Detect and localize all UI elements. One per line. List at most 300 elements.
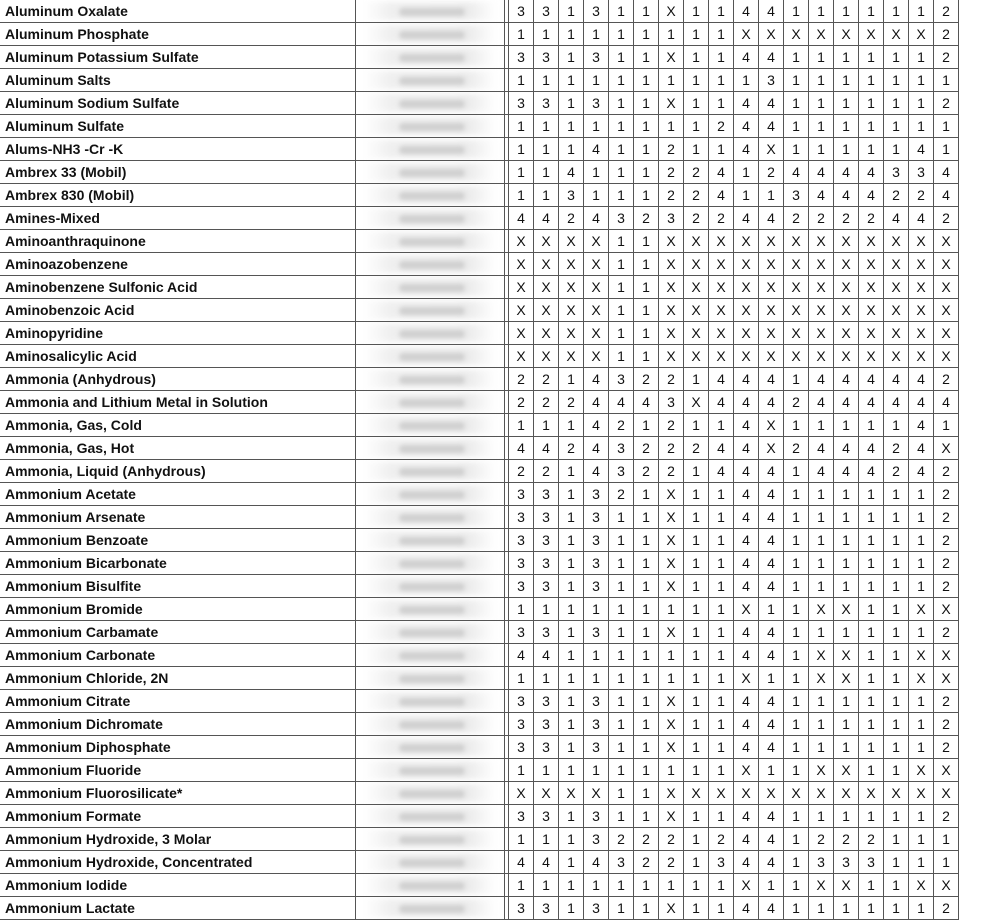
rating-cell: X bbox=[509, 322, 534, 345]
rating-cell: X bbox=[934, 299, 959, 322]
rating-cell: 4 bbox=[509, 644, 534, 667]
rating-cell: 1 bbox=[609, 322, 634, 345]
rating-cell: X bbox=[509, 253, 534, 276]
rating-cell: X bbox=[734, 759, 759, 782]
redacted-cas-cell bbox=[356, 644, 505, 667]
rating-cell: 1 bbox=[909, 621, 934, 644]
rating-cell: X bbox=[784, 230, 809, 253]
rating-cell: 1 bbox=[884, 828, 909, 851]
rating-cell: X bbox=[809, 782, 834, 805]
rating-cell: X bbox=[759, 414, 784, 437]
rating-cell: 4 bbox=[734, 552, 759, 575]
rating-cell: 1 bbox=[784, 69, 809, 92]
rating-cell: 1 bbox=[859, 552, 884, 575]
table-row bbox=[0, 207, 959, 230]
rating-cell: 4 bbox=[834, 368, 859, 391]
rating-cell: 1 bbox=[784, 529, 809, 552]
rating-cell: 3 bbox=[559, 184, 584, 207]
rating-cell: 1 bbox=[784, 483, 809, 506]
redacted-cas-cell bbox=[356, 828, 505, 851]
redacted-cas-cell bbox=[356, 667, 505, 690]
chemical-name-cell: Aminopyridine bbox=[0, 322, 356, 345]
rating-cell: 4 bbox=[509, 851, 534, 874]
rating-cell: 1 bbox=[809, 690, 834, 713]
rating-cell: 4 bbox=[734, 414, 759, 437]
rating-cell: 1 bbox=[634, 414, 659, 437]
rating-cell: 1 bbox=[909, 713, 934, 736]
rating-cell: 1 bbox=[809, 736, 834, 759]
rating-cell: 4 bbox=[759, 0, 784, 23]
chemical-name-cell: Ammonium Hydroxide, 3 Molar bbox=[0, 828, 356, 851]
rating-cell: 1 bbox=[909, 92, 934, 115]
rating-cell: 2 bbox=[934, 552, 959, 575]
rating-cell: 3 bbox=[509, 529, 534, 552]
rating-cell: X bbox=[834, 598, 859, 621]
rating-cell: 2 bbox=[934, 483, 959, 506]
chemical-name-cell: Aminobenzene Sulfonic Acid bbox=[0, 276, 356, 299]
rating-cell: X bbox=[659, 230, 684, 253]
chemical-name-cell: Ammonium Arsenate bbox=[0, 506, 356, 529]
rating-cell: X bbox=[859, 230, 884, 253]
table-row bbox=[0, 276, 959, 299]
rating-cell: 1 bbox=[559, 759, 584, 782]
rating-cell: 1 bbox=[634, 621, 659, 644]
rating-cell: X bbox=[734, 598, 759, 621]
rating-cell: 2 bbox=[609, 828, 634, 851]
rating-cell: 1 bbox=[809, 506, 834, 529]
rating-cell: 1 bbox=[809, 552, 834, 575]
rating-cell: 1 bbox=[509, 138, 534, 161]
rating-cell: 1 bbox=[784, 644, 809, 667]
rating-cell: 1 bbox=[684, 759, 709, 782]
rating-cell: 1 bbox=[709, 529, 734, 552]
rating-cell: 4 bbox=[734, 506, 759, 529]
rating-cell: X bbox=[759, 782, 784, 805]
rating-cell: 2 bbox=[884, 437, 909, 460]
rating-cell: X bbox=[909, 253, 934, 276]
rating-cell: 1 bbox=[634, 322, 659, 345]
rating-cell: 4 bbox=[509, 207, 534, 230]
rating-cell: 4 bbox=[809, 437, 834, 460]
rating-cell: 1 bbox=[709, 713, 734, 736]
rating-cell: 1 bbox=[634, 92, 659, 115]
rating-cell: X bbox=[684, 391, 709, 414]
chemical-name-cell: Aluminum Sulfate bbox=[0, 115, 356, 138]
chemical-name-cell: Ammonium Bisulfite bbox=[0, 575, 356, 598]
rating-cell: 1 bbox=[859, 713, 884, 736]
rating-cell: 1 bbox=[859, 506, 884, 529]
rating-cell: 4 bbox=[734, 0, 759, 23]
rating-cell: X bbox=[584, 276, 609, 299]
rating-cell: 1 bbox=[684, 460, 709, 483]
rating-cell: 3 bbox=[534, 805, 559, 828]
redaction-blur bbox=[399, 169, 465, 177]
rating-cell: 1 bbox=[734, 69, 759, 92]
rating-cell: X bbox=[559, 276, 584, 299]
rating-cell: 1 bbox=[784, 736, 809, 759]
rating-cell: X bbox=[734, 874, 759, 897]
table-row bbox=[0, 575, 959, 598]
rating-cell: 1 bbox=[559, 529, 584, 552]
rating-cell: 1 bbox=[884, 552, 909, 575]
rating-cell: 1 bbox=[884, 92, 909, 115]
rating-cell: 1 bbox=[534, 874, 559, 897]
rating-cell: 1 bbox=[559, 690, 584, 713]
rating-cell: 1 bbox=[909, 506, 934, 529]
rating-cell: 4 bbox=[734, 483, 759, 506]
rating-cell: 4 bbox=[759, 92, 784, 115]
rating-cell: 1 bbox=[684, 414, 709, 437]
rating-cell: 4 bbox=[709, 391, 734, 414]
rating-cell: 3 bbox=[509, 46, 534, 69]
rating-cell: 4 bbox=[734, 437, 759, 460]
redacted-cas-cell bbox=[356, 345, 505, 368]
rating-cell: 4 bbox=[534, 644, 559, 667]
rating-cell: 3 bbox=[584, 552, 609, 575]
rating-cell: 1 bbox=[834, 575, 859, 598]
rating-cell: 1 bbox=[709, 897, 734, 920]
chemical-name-cell: Ammonia (Anhydrous) bbox=[0, 368, 356, 391]
rating-cell: 2 bbox=[709, 207, 734, 230]
rating-cell: 1 bbox=[609, 667, 634, 690]
rating-cell: 1 bbox=[534, 667, 559, 690]
rating-cell: 1 bbox=[634, 736, 659, 759]
rating-cell: 1 bbox=[559, 115, 584, 138]
rating-cell: 2 bbox=[934, 92, 959, 115]
rating-cell: X bbox=[934, 322, 959, 345]
table-row bbox=[0, 230, 959, 253]
rating-cell: 1 bbox=[609, 345, 634, 368]
rating-cell: X bbox=[534, 345, 559, 368]
rating-cell: 1 bbox=[634, 805, 659, 828]
rating-cell: 3 bbox=[609, 851, 634, 874]
rating-cell: 1 bbox=[784, 874, 809, 897]
redaction-blur bbox=[399, 376, 465, 384]
rating-cell: 1 bbox=[684, 46, 709, 69]
rating-cell: 1 bbox=[609, 184, 634, 207]
rating-cell: 1 bbox=[884, 667, 909, 690]
rating-cell: 4 bbox=[759, 805, 784, 828]
rating-cell: 3 bbox=[534, 621, 559, 644]
rating-cell: 1 bbox=[559, 414, 584, 437]
rating-cell: X bbox=[559, 253, 584, 276]
rating-cell: 1 bbox=[859, 529, 884, 552]
table-row bbox=[0, 644, 959, 667]
rating-cell: X bbox=[509, 276, 534, 299]
table-row bbox=[0, 598, 959, 621]
rating-cell: 1 bbox=[609, 805, 634, 828]
redaction-blur bbox=[399, 8, 465, 16]
chemical-name-cell: Ammonium Hydroxide, Concentrated bbox=[0, 851, 356, 874]
rating-cell: 1 bbox=[659, 23, 684, 46]
rating-cell: X bbox=[834, 874, 859, 897]
rating-cell: 3 bbox=[534, 529, 559, 552]
redacted-cas-cell bbox=[356, 414, 505, 437]
rating-cell: 1 bbox=[559, 644, 584, 667]
redacted-cas-cell bbox=[356, 690, 505, 713]
rating-cell: 3 bbox=[534, 506, 559, 529]
rating-cell: 1 bbox=[884, 621, 909, 644]
rating-cell: 1 bbox=[784, 368, 809, 391]
redaction-blur bbox=[399, 77, 465, 85]
redaction-blur bbox=[399, 399, 465, 407]
redaction-blur bbox=[399, 54, 465, 62]
redaction-blur bbox=[399, 422, 465, 430]
table-row bbox=[0, 115, 959, 138]
rating-cell: 2 bbox=[634, 828, 659, 851]
rating-cell: 1 bbox=[534, 161, 559, 184]
redacted-cas-cell bbox=[356, 506, 505, 529]
rating-cell: 1 bbox=[934, 69, 959, 92]
rating-cell: X bbox=[659, 0, 684, 23]
rating-cell: 1 bbox=[784, 414, 809, 437]
rating-cell: 1 bbox=[859, 138, 884, 161]
rating-cell: 1 bbox=[534, 138, 559, 161]
rating-cell: 1 bbox=[634, 161, 659, 184]
rating-cell: 1 bbox=[509, 161, 534, 184]
rating-cell: 4 bbox=[759, 851, 784, 874]
rating-cell: 1 bbox=[859, 667, 884, 690]
rating-cell: 1 bbox=[709, 92, 734, 115]
rating-cell: 1 bbox=[709, 575, 734, 598]
rating-cell: 1 bbox=[609, 230, 634, 253]
rating-cell: 1 bbox=[834, 736, 859, 759]
rating-cell: 1 bbox=[784, 115, 809, 138]
rating-cell: 2 bbox=[759, 161, 784, 184]
table-row bbox=[0, 0, 959, 23]
rating-cell: X bbox=[834, 230, 859, 253]
rating-cell: 4 bbox=[834, 391, 859, 414]
rating-cell: 1 bbox=[909, 805, 934, 828]
rating-cell: X bbox=[834, 253, 859, 276]
rating-cell: 1 bbox=[559, 598, 584, 621]
rating-cell: X bbox=[934, 667, 959, 690]
rating-cell: X bbox=[684, 253, 709, 276]
rating-cell: 1 bbox=[684, 368, 709, 391]
table-row bbox=[0, 782, 959, 805]
rating-cell: 1 bbox=[634, 690, 659, 713]
rating-cell: X bbox=[934, 276, 959, 299]
rating-cell: 1 bbox=[534, 184, 559, 207]
table-row bbox=[0, 391, 959, 414]
chemical-name-cell: Ammonium Fluoride bbox=[0, 759, 356, 782]
rating-cell: 3 bbox=[584, 736, 609, 759]
rating-cell: 1 bbox=[809, 69, 834, 92]
rating-cell: 1 bbox=[834, 713, 859, 736]
rating-cell: 1 bbox=[609, 161, 634, 184]
table-row bbox=[0, 552, 959, 575]
rating-cell: 1 bbox=[559, 46, 584, 69]
rating-cell: 1 bbox=[809, 529, 834, 552]
rating-cell: 2 bbox=[659, 437, 684, 460]
rating-cell: 4 bbox=[534, 207, 559, 230]
rating-cell: 2 bbox=[934, 207, 959, 230]
rating-cell: 1 bbox=[859, 759, 884, 782]
rating-cell: 1 bbox=[784, 92, 809, 115]
redaction-blur bbox=[399, 882, 465, 890]
rating-cell: 1 bbox=[684, 0, 709, 23]
rating-cell: 1 bbox=[609, 644, 634, 667]
rating-cell: 1 bbox=[909, 828, 934, 851]
rating-cell: X bbox=[684, 345, 709, 368]
rating-cell: 1 bbox=[609, 69, 634, 92]
rating-cell: X bbox=[759, 253, 784, 276]
rating-cell: 1 bbox=[709, 506, 734, 529]
table-row bbox=[0, 897, 959, 920]
rating-cell: 1 bbox=[884, 575, 909, 598]
rating-cell: 4 bbox=[509, 437, 534, 460]
rating-cell: 3 bbox=[659, 391, 684, 414]
rating-cell: 4 bbox=[859, 391, 884, 414]
rating-cell: 4 bbox=[859, 161, 884, 184]
rating-cell: 1 bbox=[784, 713, 809, 736]
rating-cell: 3 bbox=[609, 460, 634, 483]
rating-cell: 1 bbox=[534, 414, 559, 437]
rating-cell: 4 bbox=[909, 437, 934, 460]
redaction-blur bbox=[399, 100, 465, 108]
rating-cell: 4 bbox=[834, 184, 859, 207]
table-row bbox=[0, 437, 959, 460]
rating-cell: X bbox=[884, 345, 909, 368]
rating-cell: 1 bbox=[609, 0, 634, 23]
chemical-name-cell: Ammonia, Gas, Cold bbox=[0, 414, 356, 437]
rating-cell: 4 bbox=[759, 483, 784, 506]
redaction-blur bbox=[399, 307, 465, 315]
redaction-blur bbox=[399, 261, 465, 269]
rating-cell: 2 bbox=[634, 460, 659, 483]
rating-cell: 2 bbox=[634, 368, 659, 391]
table-row bbox=[0, 23, 959, 46]
rating-cell: 1 bbox=[709, 23, 734, 46]
rating-cell: 2 bbox=[884, 184, 909, 207]
rating-cell: 1 bbox=[809, 713, 834, 736]
rating-cell: 1 bbox=[934, 828, 959, 851]
rating-cell: X bbox=[734, 299, 759, 322]
rating-cell: X bbox=[759, 322, 784, 345]
rating-cell: X bbox=[734, 230, 759, 253]
rating-cell: 1 bbox=[884, 690, 909, 713]
rating-cell: 2 bbox=[809, 828, 834, 851]
rating-cell: X bbox=[559, 782, 584, 805]
rating-cell: X bbox=[759, 23, 784, 46]
rating-cell: 1 bbox=[859, 414, 884, 437]
rating-cell: 1 bbox=[559, 667, 584, 690]
rating-cell: 1 bbox=[709, 874, 734, 897]
redaction-blur bbox=[399, 813, 465, 821]
rating-cell: 1 bbox=[909, 552, 934, 575]
rating-cell: 1 bbox=[584, 115, 609, 138]
chemical-name-cell: Ammonium Chloride, 2N bbox=[0, 667, 356, 690]
rating-cell: 1 bbox=[709, 598, 734, 621]
rating-cell: X bbox=[859, 253, 884, 276]
rating-cell: X bbox=[659, 92, 684, 115]
rating-cell: 1 bbox=[609, 253, 634, 276]
rating-cell: 1 bbox=[709, 644, 734, 667]
rating-cell: X bbox=[834, 644, 859, 667]
rating-cell: 4 bbox=[909, 414, 934, 437]
rating-cell: X bbox=[534, 299, 559, 322]
rating-cell: 4 bbox=[809, 184, 834, 207]
rating-cell: 2 bbox=[534, 391, 559, 414]
rating-cell: 1 bbox=[559, 138, 584, 161]
rating-cell: 1 bbox=[584, 598, 609, 621]
table-row bbox=[0, 851, 959, 874]
rating-cell: X bbox=[659, 782, 684, 805]
chemical-name-cell: Alums-NH3 -Cr -K bbox=[0, 138, 356, 161]
rating-cell: 1 bbox=[634, 0, 659, 23]
rating-cell: 1 bbox=[709, 414, 734, 437]
rating-cell: X bbox=[734, 667, 759, 690]
rating-cell: 4 bbox=[734, 368, 759, 391]
chemical-name-cell: Ammonium Carbamate bbox=[0, 621, 356, 644]
rating-cell: 2 bbox=[684, 184, 709, 207]
rating-cell: 1 bbox=[834, 46, 859, 69]
redacted-cas-cell bbox=[356, 230, 505, 253]
rating-cell: 1 bbox=[634, 115, 659, 138]
rating-cell: 1 bbox=[684, 92, 709, 115]
rating-cell: 3 bbox=[584, 690, 609, 713]
rating-cell: 4 bbox=[759, 529, 784, 552]
rating-cell: 1 bbox=[609, 621, 634, 644]
rating-cell: 4 bbox=[584, 460, 609, 483]
rating-cell: X bbox=[884, 230, 909, 253]
rating-cell: 1 bbox=[634, 299, 659, 322]
rating-cell: 2 bbox=[934, 621, 959, 644]
rating-cell: X bbox=[834, 322, 859, 345]
rating-cell: 2 bbox=[659, 368, 684, 391]
rating-cell: 1 bbox=[684, 897, 709, 920]
rating-cell: 1 bbox=[684, 851, 709, 874]
rating-cell: 1 bbox=[584, 69, 609, 92]
rating-cell: 1 bbox=[759, 874, 784, 897]
rating-cell: 2 bbox=[934, 0, 959, 23]
table-row bbox=[0, 805, 959, 828]
rating-cell: 1 bbox=[934, 851, 959, 874]
rating-cell: X bbox=[809, 667, 834, 690]
rating-cell: 1 bbox=[634, 23, 659, 46]
rating-cell: 3 bbox=[584, 575, 609, 598]
rating-cell: 1 bbox=[584, 184, 609, 207]
rating-cell: 1 bbox=[609, 299, 634, 322]
chemical-name-cell: Aluminum Sodium Sulfate bbox=[0, 92, 356, 115]
table-row bbox=[0, 759, 959, 782]
rating-cell: 1 bbox=[634, 483, 659, 506]
rating-cell: 3 bbox=[509, 690, 534, 713]
rating-cell: X bbox=[659, 713, 684, 736]
rating-cell: X bbox=[709, 322, 734, 345]
redacted-cas-cell bbox=[356, 460, 505, 483]
rating-cell: 1 bbox=[584, 667, 609, 690]
rating-cell: 1 bbox=[784, 0, 809, 23]
rating-cell: X bbox=[734, 345, 759, 368]
rating-cell: X bbox=[909, 299, 934, 322]
rating-cell: 1 bbox=[859, 69, 884, 92]
rating-cell: 1 bbox=[884, 69, 909, 92]
rating-cell: X bbox=[659, 253, 684, 276]
rating-cell: 3 bbox=[534, 690, 559, 713]
redaction-blur bbox=[399, 146, 465, 154]
rating-cell: 1 bbox=[784, 621, 809, 644]
rating-cell: 4 bbox=[859, 184, 884, 207]
rating-cell: 2 bbox=[934, 805, 959, 828]
redacted-cas-cell bbox=[356, 161, 505, 184]
rating-cell: 1 bbox=[684, 575, 709, 598]
rating-cell: 1 bbox=[634, 506, 659, 529]
rating-cell: 3 bbox=[584, 506, 609, 529]
rating-cell: 2 bbox=[934, 529, 959, 552]
chemical-name-cell: Aminobenzoic Acid bbox=[0, 299, 356, 322]
rating-cell: 1 bbox=[509, 414, 534, 437]
